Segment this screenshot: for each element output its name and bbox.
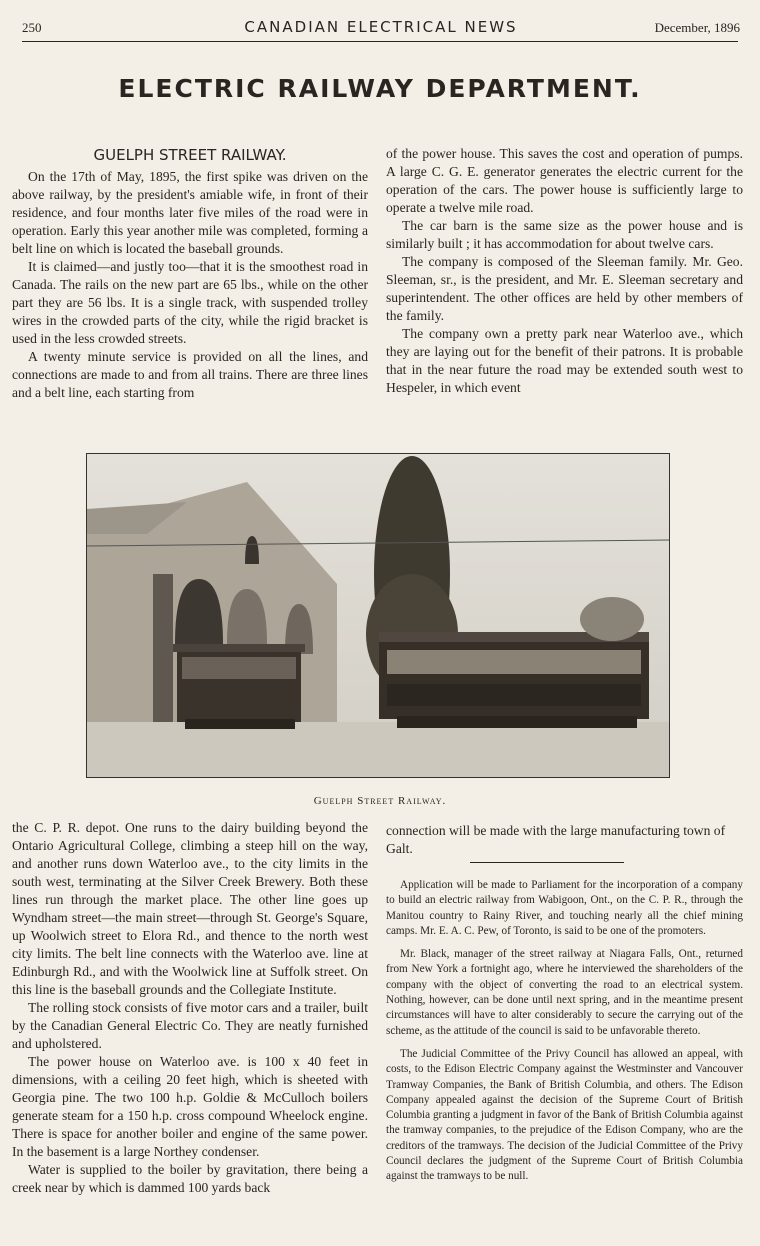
news-note: Application will be made to Parliament for the incorporation of a company to build an electric railway from Wabigoon, Ont., on the C. P. R., through the Manitou country to Rainy River, and touching nearly all the chief mining camps. Mr. E. A. C. Pew, of Toronto, is said to be one of the promoters. bbox=[386, 879, 743, 937]
masthead: CANADIAN ELECTRICAL NEWS bbox=[244, 18, 518, 36]
paragraph: It is claimed—and justly too—that it is the smoothest road in Canada. The rails on the new part are 65 lbs., while on the other part they are 56 lbs. It is a single track, with suspended trolley wires in the crowded parts of the city, while the rigid bracket is used in the less crowded streets. bbox=[12, 259, 368, 346]
article-column-right-top bbox=[386, 145, 743, 397]
department-title: ELECTRIC RAILWAY DEPARTMENT. bbox=[118, 74, 642, 103]
paragraph: A twenty minute service is provided on all the lines, and connections are made to and from all trains. There are three lines and a belt line, each starting from bbox=[12, 349, 368, 400]
news-note: The Judicial Committee of the Privy Council has allowed an appeal, with costs, to the Edison Electric Company against the Westminster and Vancouver Tramway Companies, the Bank of British Columbia, and others. The Edison Company appealed against the decision of the Supreme Court of British Columbia granting a judgment in favor of the Bank of British Columbia against the tramway companies, to the prejudice of the Edison Company, who are the creditors of the tramways. The decision of the Judicial Committee of the Privy Council declares the judgment of the Supreme Court of British Columbia against the tramways to be null. bbox=[386, 1047, 743, 1183]
page-header bbox=[22, 18, 740, 40]
paragraph: The rolling stock consists of five motor cars and a trailer, built by the Canadian General Electric Co. They are neatly furnished and upholstered. bbox=[12, 1000, 368, 1051]
article-heading: GUELPH STREET RAILWAY. bbox=[93, 146, 287, 164]
page-number: 250 bbox=[22, 20, 42, 35]
paragraph: the C. P. R. depot. One runs to the dairy building beyond the Ontario Agricultural College, climbing a steep hill on the way, and another runs down Waterloo ave., to the city limits in the south west, terminating at the Silver Creek Brewery. Both these lines run through the market place. The other line goes up Wyndham street—the main street—through St. George's Square, up Woolwich street to Elora Rd., and thence to the north west city limits. The belt line connects with the Waterloo ave. line at Edinburgh Rd., and with the Woolwick line at Suffolk street. On this line is the baseball grounds and the Collegiate Institute. bbox=[12, 820, 368, 997]
paragraph: The car barn is the same size as the power house and is similarly built ; it has accommodation for about twelve cars. bbox=[386, 218, 743, 251]
paragraph: of the power house. This saves the cost and operation of pumps. A large C. G. E. generator generates the electric current for the operation of the cars. The power house is sufficiently large to operate a twelve mile road. bbox=[386, 146, 743, 215]
paragraph: The power house on Waterloo ave. is 100 x 40 feet in dimensions, with a ceiling 20 feet high, which is sheeted with Georgia pine. The two 100 h.p. Goldie & McCulloch boilers generate steam for a 150 h.p. cross compound Wheelock engine. There is space for another boiler and engine of the same power. In the basement is a large Northey condenser. bbox=[12, 1054, 368, 1159]
header-rule bbox=[22, 41, 738, 42]
news-note: Mr. Black, manager of the street railway at Niagara Falls, Ont., returned from New York a fortnight ago, where he interviewed the shareholders of the company with the object of converting the road to an electrical system. Nothing, however, can be done until next spring, and in the meantime present circumstances will have to alter considerably to secure the carrying out of the scheme, as the attitude of the council is said to be unfavorable thereto. bbox=[386, 948, 743, 1037]
paragraph: The company own a pretty park near Waterloo ave., which they are laying out for the benefit of their patrons. It is probable that in the near future the road may be extended south west to Hespeler, in which event bbox=[386, 326, 743, 395]
article-column-right-bottom bbox=[386, 822, 743, 858]
paragraph: connection will be made with the large manufacturing town of Galt. bbox=[386, 823, 726, 856]
section-divider bbox=[470, 862, 624, 863]
streetcar-photo-illustration bbox=[87, 454, 669, 777]
photo-caption: Guelph Street Railway. bbox=[313, 795, 447, 807]
issue-date: December, 1896 bbox=[654, 20, 740, 35]
article-column-left-bottom bbox=[12, 819, 368, 1197]
paragraph: Water is supplied to the boiler by gravitation, there being a creek near by which is dammed 100 yards back bbox=[12, 1162, 368, 1195]
paragraph: On the 17th of May, 1895, the first spike was driven on the above railway, by the president's amiable wife, in front of their residence, and four months later five miles of the road were in operation. Early this year another mile was completed, forming a belt line on which is located the baseball grounds. bbox=[12, 169, 368, 256]
article-column-left-top bbox=[12, 146, 368, 402]
news-notes-column bbox=[386, 878, 743, 1193]
paragraph: The company is composed of the Sleeman family. Mr. Geo. Sleeman, sr., is the president, and Mr. E. Sleeman secretary and superintendent. The other offices are held by other members of the family. bbox=[386, 254, 743, 323]
streetcar-photo bbox=[86, 453, 670, 778]
